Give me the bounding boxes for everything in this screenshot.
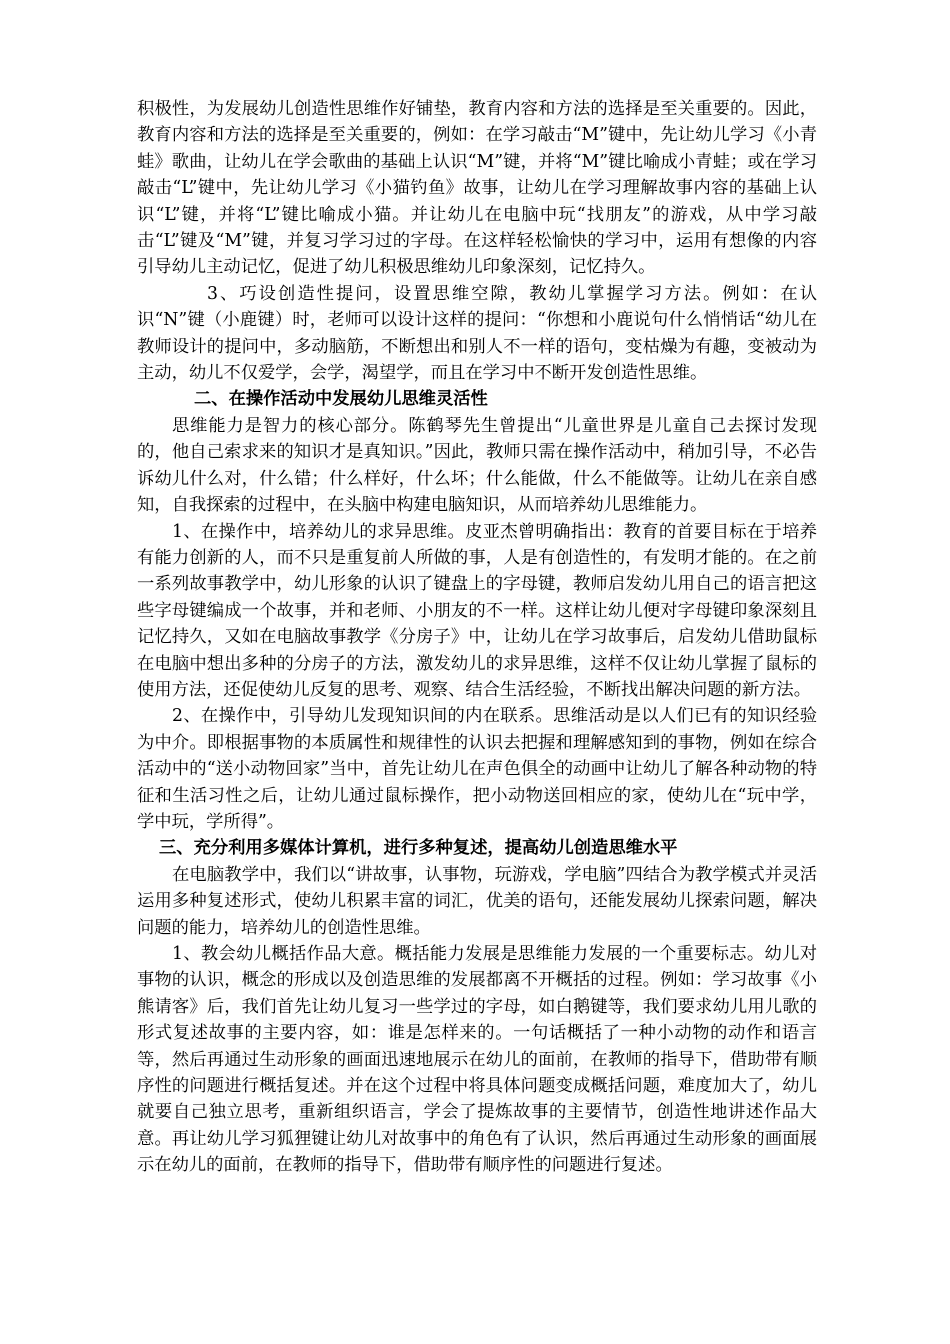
section-heading-two: 二、在操作活动中发展幼儿思维灵活性 xyxy=(194,389,488,410)
paragraph-teaching-model: 在电脑教学中，我们以“讲故事，认事物，玩游戏，学电脑”四结合为教学模式并灵活运用多种复述形式，使幼儿积累丰富的词汇，优美的语句，还能发展幼儿探索问题，解决问题的能力，培养幼儿的创造性思维。 xyxy=(137,864,817,938)
section-heading-three: 三、充分利用多媒体计算机，进行多种复述，提高幼儿创造思维水平 xyxy=(159,838,678,859)
document-body xyxy=(137,96,817,1179)
paragraph-memory-examples: 积极性，为发展幼儿创造性思维作好铺垫，教育内容和方法的选择是至关重要的。因此，教育内容和方法的选择是至关重要的，例如：在学习敲击“M”键中，先让幼儿学习《小青蛙》歌曲，让幼儿在学会歌曲的基础上认识“M”键，并将“M”键比喻成小青蛙；或在学习敲击“L”键中，先让幼儿学习《小猫钓鱼》故事，让幼儿在学习理解故事内容的基础上认识“L”键，并将“L”键比喻成小猫。并让幼儿在电脑中玩“找朋友”的游戏，从中学习敲击“L”键及“M”键，并复习学习过的字母。在这样轻松愉快的学习中，运用有想像的内容引导幼儿主动记忆，促进了幼儿积极思维幼儿印象深刻，记忆持久。 xyxy=(137,99,817,278)
paragraph-summarize-works: 1、教会幼儿概括作品大意。概括能力发展是思维能力发展的一个重要标志。幼儿对事物的认识，概念的形成以及创造思维的发展都离不开概括的过程。例如：学习故事《小熊请客》后，我们首先让幼儿复习一些学过的字母，如白鹅键等，我们要求幼儿用儿歌的形式复述故事的主要内容，如：谁是怎样来的。一句话概括了一种小动物的动作和语言等，然后再通过生动形象的画面迅速地展示在幼儿的面前，在教师的指导下，借助带有顺序性的问题进行概括复述。并在这个过程中将具体问题变成概括问题，难度加大了，幼儿就要自己独立思考，重新组织语言，学会了提炼故事的主要情节，创造性地讲述作品大意。再让幼儿学习狐狸键让幼儿对故事中的角色有了认识，然后再通过生动形象的画面展示在幼儿的面前，在教师的指导下，借助带有顺序性的问题进行复述。 xyxy=(137,944,817,1176)
paragraph-divergent-thinking: 1、在操作中，培养幼儿的求异思维。皮亚杰曾明确指出：教育的首要目标在于培养有能力创新的人，而不只是重复前人所做的事，人是有创造性的，有发明才能的。在之前一系列故事教学中，幼儿形象的认识了键盘上的字母键，教师启发幼儿用自己的语言把这些字母键编成一个故事，并和老师、小朋友的不一样。这样让幼儿便对字母键印象深刻且记忆持久，又如在电脑故事教学《分房子》中，让幼儿在学习故事后，启发幼儿借助鼠标在电脑中想出多种的分房子的方法，激发幼儿的求异思维，这样不仅让幼儿掌握了鼠标的使用方法，还促使幼儿反复的思考、观察、结合生活经验，不断找出解决问题的新方法。 xyxy=(137,521,817,700)
paragraph-knowledge-links: 2、在操作中，引导幼儿发现知识间的内在联系。思维活动是以人们已有的知识经验为中介。即根据事物的本质属性和规律性的认识去把握和理解感知到的事物，例如在综合活动中的“送小动物回家”当中，首先让幼儿在声色俱全的动画中让幼儿了解各种动物的特征和生活习性之后，让幼儿通过鼠标操作，把小动物送回相应的家，使幼儿在“玩中学，学中玩，学所得”。 xyxy=(137,706,817,832)
paragraph-creative-questions: 3、巧设创造性提问，设置思维空隙，教幼儿掌握学习方法。例如：在认识“N”键（小鹿键）时，老师可以设计这样的提问：“你想和小鹿说句什么悄悄话“幼儿在教师设计的提问中，多动脑筋，不断想出和别人不一样的语句，变枯燥为有趣，变被动为主动，幼儿不仅爱学，会学，渴望学，而且在学习中不断开发创造性思维。 xyxy=(137,283,817,384)
paragraph-thinking-ability: 思维能力是智力的核心部分。陈鹤琴先生曾提出“儿童世界是儿童自己去探讨发现的，他自己索求来的知识才是真知识。”因此，教师只需在操作活动中，稍加引导，不必告诉幼儿什么对，什么错；什么样好，什么坏；什么能做，什么不能做等。让幼儿在亲自感知，自我探索的过程中，在头脑中构建电脑知识，从而培养幼儿思维能力。 xyxy=(137,415,817,516)
